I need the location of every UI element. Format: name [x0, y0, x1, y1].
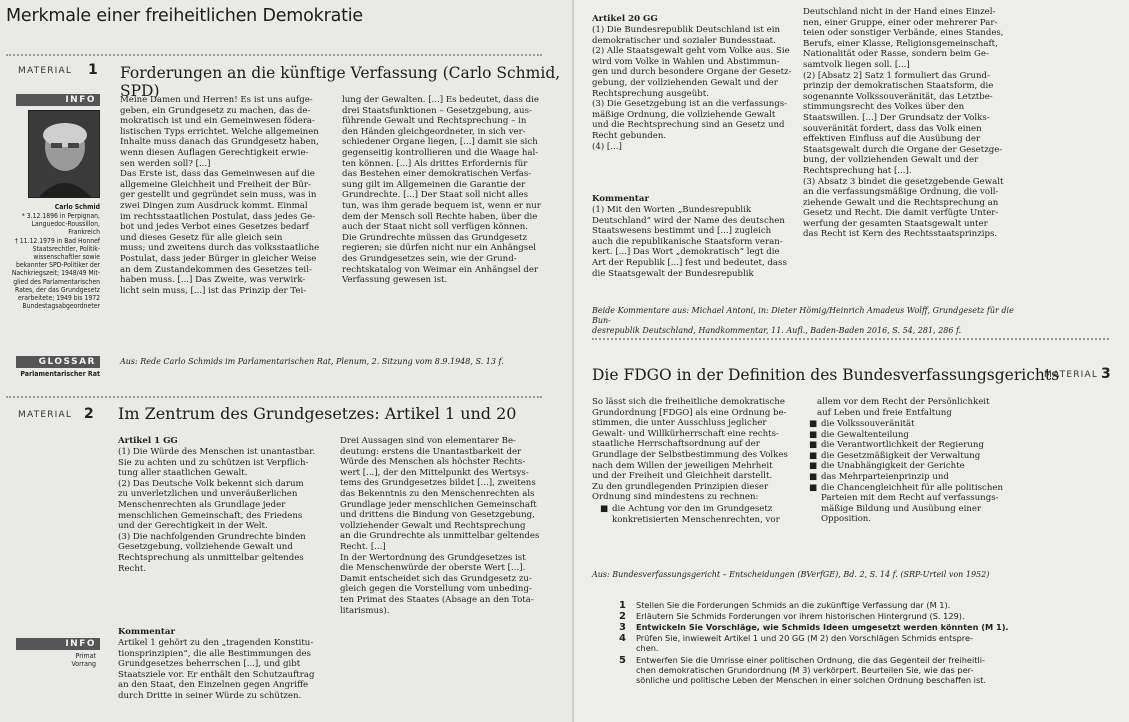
bullet-item: ■ das Mehrparteienprinzip und [809, 471, 949, 482]
material-2-column-2: Drei Aussagen sind von elementarer Be- deutung: erstens die Unantastbarkeit der Würde des Menschen als höchster Rechts- wert [...], der den Mittelpunkt des Wertsys- tems des Grundgesetzes bildet [...], zweitens das Bekenntnis zu den Menschenrechten als Grundlage jeder menschlichen Gemeinschaft und drittens die Bindung von Gesetzgebung, vollziehender Gewalt und Rechtsprechung an die Grundrechte als unmittelbar geltendes Recht. [...] In der Wertordnung des Grundgesetzes ist die Menschenwürde der oberste Wert [...]. Damit entscheidet sich das Grundgesetz zu- gleich gegen die Vorstellung vom unbeding- ten Primat des Staates (Absage an den Tota- litarismus). [340, 436, 540, 616]
bullet-item: ■ die Verantwortlichkeit der Regierung [809, 440, 984, 451]
bullet-item: ■ die Unabhängigkeit der Gerichte [809, 461, 965, 472]
article-20-text: (1) Die Bundesrepublik Deutschland ist ein demokratischer und sozialer Bundesstaat. (2) Alle Staatsgewalt geht vom Volke aus. Sie wird vom Volke in Wahlen und Abstimmun- gen und durch besondere Organe der Gesetz- gebung, der vollziehenden Gewalt und der Rechtsprechung ausgeübt. (3) Die Gesetzgebung ist an die verfassungs- mäßige Ordnung, die vollziehende Gewalt und die Rechtsprechung sind an Gesetz und Recht gebunden. (4) [...] [592, 25, 792, 152]
divider [592, 338, 1109, 340]
material-1-column-1: Meine Damen und Herren! Es ist uns aufge- geben, ein Grundgesetz zu machen, das de- mokratisch ist und ein Gemeinwesen födera- listischen Typs errichtet. Welche allgemeinen Inhalte muss danach das Grundgesetz haben, wenn diesen Auflagen Gerechtigkeit erwie- sen werden soll? [...] Das Erste ist, dass das Gemeinwesen auf die allgemeine Gleichheit und Freiheit der Bür- ger gestellt und gegründet sein muss, was in zwei Dingen zum Ausdruck kommt. Einmal im rechtsstaatlichen Postulat, dass jedes Ge- bot und jedes Verbot eines Gesetzes bedarf und dieses Gesetz für alle gleich sein muss; und zweitens durch das volksstaatliche Postulat, dass jeder Bürger in gleicher Weise an dem Zustandekommen des Gesetzes teil- haben muss. [...] Das Zweite, was verwirk- licht sein muss, [...] ist das Prinzip der Tei- [120, 95, 320, 296]
material-1-source: Aus: Rede Carlo Schmids im Parlamentarischen Rat, Plenum, 2. Sitzung vom 8.9.1948, S. 13 f. [120, 357, 504, 366]
material-2-label: MATERIAL [18, 410, 73, 420]
bullet-item: ■ die Chancengleichheit für alle politischen Parteien mit dem Recht auf verfassungs- mäßige Bildung und Ausübung einer Opposition. [809, 482, 1004, 525]
comment-heading-2: Kommentar [592, 194, 649, 204]
page-title: Merkmale einer freiheitlichen Demokratie [6, 6, 363, 26]
bullet-item: ■ die Gesetzmäßigkeit der Verwaltung [809, 450, 981, 461]
bullet-item: ■ die Volkssouveränität [809, 419, 915, 429]
divider [6, 54, 542, 56]
info-tag-2: INFO [16, 638, 100, 650]
material-3-column-2-intro: allem vor dem Recht der Persönlichkeit auf Leben und freie Entfaltung [817, 397, 990, 418]
task-list [604, 600, 1124, 689]
task-item: 4 Prüfen Sie, inwieweit Artikel 1 und 20 GG (M 2) den Vorschlägen Schmids entspre- chen. [619, 633, 973, 653]
material-2-title: Im Zentrum des Grundgesetzes: Artikel 1 und 20 [118, 404, 517, 423]
material-3-column-1: So lässt sich die freiheitliche demokratische Grundordnung [FDGO] als eine Ordnung be- stimmen, die unter Ausschluss jeglicher Gewalt- und Willkürherrschaft eine rechts- staatliche Herrschaftsordnung auf der Grundlage der Selbstbestimmung des Volkes nach dem Willen der jeweiligen Mehrheit und der Freiheit und Gleichheit darstellt. Zu den grundlegenden Prinzipien dieser Ordnung sind mindestens zu rechnen: [592, 397, 788, 503]
article-1-heading: Artikel 1 GG [118, 436, 178, 446]
portrait-photo [28, 110, 100, 198]
material-1-number: 1 [88, 62, 98, 78]
article-1-text: (1) Die Würde des Menschen ist unantastbar. Sie zu achten und zu schützen ist Verpflich- tung aller staatlichen Gewalt. (2) Das Deutsche Volk bekennt sich darum zu unverletzlichen und unveräußerlichen Menschenrechten als Grundlage jeder menschlichen Gemeinschaft, des Friedens und der Gerechtigkeit in der Welt. (3) Die nachfolgenden Grundrechte binden Gesetzgebung, vollziehende Gewalt und Rechtsprechung als unmittelbar geltendes Recht. [118, 447, 316, 574]
bullet-item: ■ die Gewaltenteilung [809, 429, 909, 440]
material-3-number: 3 [1101, 366, 1111, 382]
material-1-label: MATERIAL [18, 66, 73, 76]
divider [6, 396, 542, 398]
material-1-column-2: lung der Gewalten. [...] Es bedeutet, dass die drei Staatsfunktionen – Gesetzgebung, aus- führende Gewalt und Rechtsprechung – in den Händen gleichgeordneter, in sich ver- schiedener Organe liegen, [...] damit sie sich gegenseitig kontrollieren und die Waage hal- ten können. [...] Als drittes Erfordernis für das Bestehen einer demokratischen Verfas- sung gilt im Allgemeinen die Garantie der Grundrechte. [...] Der Staat soll nicht alles tun, was ihm gerade bequem ist, wenn er nur dem der Mensch soll Rechte haben, über die auch der Staat nicht soll verfügen können. Die Grundrechte müssen das Grundgesetz regieren; sie dürfen nicht nur ein Anhängsel des Grundgesetzes sein, wie der Grund- rechtskatalog von Weimar ein Anhängsel der Verfassung gewesen ist. [342, 95, 541, 286]
portrait-image [29, 111, 100, 198]
right-column-2: Deutschland nicht in der Hand eines Einzel- nen, einer Gruppe, einer oder mehrerer Par- teien oder sonstiger Verbände, eines Standes, Berufs, einer Klasse, Religionsgemeinschaft, Nationalität oder Rasse, sondern beim Ge- samtvolk liegen soll. [...] (2) [Absatz 2] Satz 1 formuliert das Grund- prinzip der demokratischen Staatsform, die sogenannte Volkssouveränität, das Letztbe- stimmungsrecht des Volkes über den Staatswillen. [...] Der Grundsatz der Volks- souveränität fordert, dass das Volk einen effektiven Einfluss auf die Ausübung der Staatsgewalt durch die Organe der Gesetzge- bung, der vollziehenden Gewalt und der Rechtsprechung hat [...]. (3) Absatz 3 bindet die gesetzgebende Gewalt an die verfassungsmäßige Ordnung, die voll- ziehende Gewalt und die Rechtsprechung an Gesetz und Recht. Die damit verfügte Unter- werfung der gesamten Staatsgewalt unter das Recht ist Kern des Rechtsstaatsprinzips. [803, 7, 1004, 240]
comment-heading: Kommentar [118, 627, 175, 637]
info-term-primat: Primat Vorrang [71, 652, 96, 669]
right-page: Artikel 20 GG (1) Die Bundesrepublik Deutschland ist ein demokratischer und sozialer Bundesstaat. (2) Alle Staatsgewalt geht vom Volke aus. Sie wird vom Volke in Wahlen und Abstimmun- gen und durch besondere Organe der Gesetz- gebung, der vollziehenden Gewalt und der Rechtsprechung ausgeübt. (3) Die Gesetzgebung ist an die verfassungs- mäßige Ordnung, die vollziehende Gewalt und die Rechtsprechung sind an Gesetz und Recht gebunden. (4) [...] Kommentar (1) Mit den Worten „Bundesrepublik Deutschland“ wird der Name des deutschen Staatswesens bestimmt und [...] zugleich auch die republikanische Staatsform veran- kert. [...] Das Wort „demokratisch“ legt die Art der Republik [...] fest und bedeutet, dass die Staatsgewalt der Bundesrepublik Deutschland nicht in der Hand eines Einzel- nen, einer Gruppe, einer oder mehrerer Par- teien oder sonstiger Verbände, eines Standes, Berufs, einer Klasse, Religionsgemeinschaft, Nationalität oder Rasse, sondern beim Ge- samtvolk liegen soll. [...] (2) [Absatz 2] Satz 1 formuliert das Grund- prinzip der demokratischen Staatsform, die sogenannte Volkssouveränität, das Letztbe- stimmungsrecht des Volkes über den Staatswillen. [...] Der Grundsatz der Volks- souveränität fordert, dass das Volk einen effektiven Einfluss auf die Ausübung der Staatsgewalt durch die Organe der Gesetzge- bung, der vollziehenden Gewalt und der Rechtsprechung hat [...]. (3) Absatz 3 bindet die gesetzgebende Gewalt an die verfassungsmäßige Ordnung, die voll- ziehende Gewalt und die Rechtsprechung an Gesetz und Recht. Die damit verfügte Unter- werfung der gesamten Staatsgewalt unter das Recht ist Kern des Rechtsstaatsprinzips. Beide Kommentare aus: Michael Antoni, in: Dieter Hömig/Heinrich Amadeus Wolff, Grundgesetz für die Bun- desrepublik Deutschland, Handkommentar, 11. Aufl., Baden-Baden 2016, S. 54, 281, 286 f. Die FDGO in der Definition des Bundesverfassungsgerichts MATERIAL 3 So lässt sich die freiheitliche demokratische Grundordnung [FDGO] als eine Ordnung be- stimmen, die unter Ausschluss jeglicher Gewalt- und Willkürherrschaft eine rechts- staatliche Herrschaftsordnung auf der Grundlage der Selbstbestimmung des Volkes nach dem Willen der jeweiligen Mehrheit und der Freiheit und Gleichheit darstellt. Zu den grundlegenden Prinzipien dieser Ordnung sind mindestens zu rechnen: ■ die Achtung vor den im Grundgesetz konkretisierten Menschenrechten, vor allem vor dem Recht der Persönlichkeit auf Leben und freie Entfaltung ■ die Volkssouveränität ■ die Gewaltenteilung ■ die Verantwortlichkeit der Regierung ■ die Gesetzmäßigkeit der Verwaltung ■ die Unabhängigkeit der Gerichte ■ das Mehrparteienprinzip und ■ die Chancengleichheit für alle politischen Parteien mit dem Recht auf verfassungs- mäßige Bildung und Ausübung einer Opposition. Aus: Bundesverfassungsgericht – Entscheidungen (BVerfGE), Bd. 2, S. 14 f. (SRP-Urteil von 1952) 1 Stellen Sie die Forderungen Schmids an die zukünftige Verfassung dar (M 1). 2 Erläutern Sie Schmids Forderungen vor ihrem historischen Hintergrund (S. 129). 3 Entwickeln Sie Vorschläge, wie Schmids Ideen umgesetzt werden könnten (M 1). 4 Prüfen Sie, inwieweit Artikel 1 und 20 GG (M 2) den Vorschlägen Schmids entspre- chen. 5 Entwerfen Sie die Umrisse einer politischen Ordnung, die das Gegenteil der freiheitli- chen demokratischen Grundordnung (M 3) verkörpert. Beurteilen Sie, wie das per- sönliche und politische Leben der Menschen in einer solchen Ordnung beschaffen ist. [574, 0, 1129, 722]
comment-text-2: (1) Mit den Worten „Bundesrepublik Deutschland“ wird der Name des deutschen Staatswesens bestimmt und [...] zugleich auch die republikanische Staatsform veran- kert. [...] Das Wort „demokratisch“ legt die Art der Republik [...] fest und bedeutet, dass die Staatsgewalt der Bundesrepublik [592, 205, 787, 279]
bio-name: Carlo Schmid [54, 203, 100, 211]
glossar-term: Parlamentarischer Rat [20, 370, 100, 378]
task-item: 2 Erläutern Sie Schmids Forderungen vor ihrem historischen Hintergrund (S. 129). [619, 611, 965, 622]
material-1-title: Forderungen an die künftige Verfassung (Carlo Schmid, SPD) [120, 64, 561, 100]
task-item: 3 Entwickeln Sie Vorschläge, wie Schmids Ideen umgesetzt werden könnten (M 1). [619, 622, 1009, 633]
material-2-number: 2 [84, 406, 94, 422]
material-3-title: Die FDGO in der Definition des Bundesverfassungsgerichts [592, 366, 1060, 384]
bio-text: * 3.12.1896 in Perpignan, Languedoc-Roussillon, Frankreich † 11.12.1979 in Bad Honnef Staatsrechtler, Politik- wissenschaftler sowie bekannter SPD-Politiker der Nachkriegszeit; 1948/49 Mit- glied des Parlamentarischen Rates, der das Grundgesetz erarbeitete; 1949 bis 1972 Bundestagsabgeordneter [11, 212, 100, 311]
comment-text: Artikel 1 gehört zu den „tragenden Konstitu- tionsprinzipien“, die alle Bestimmungen des Grundgesetzes beherrschen [...], und gibt Staatsziele vor. Er enthält den Schutzauftrag an den Staat, den Einzelnen gegen Angriffe durch Dritte in seiner Würde zu schützen. [118, 638, 315, 701]
material-3-source: Aus: Bundesverfassungsgericht – Entscheidungen (BVerfGE), Bd. 2, S. 14 f. (SRP-Urteil von 1952) [592, 570, 990, 579]
task-item: 5 Entwerfen Sie die Umrisse einer politischen Ordnung, die das Gegenteil der freiheitli- chen demokratischen Grundordnung (M 3) verkörpert. Beurteilen Sie, wie das per- sönliche und politische Leben der Menschen in einer solchen Ordnung beschaffen ist. [619, 655, 987, 685]
info-tag: INFO [16, 94, 100, 106]
material-3-label: MATERIAL [1044, 370, 1099, 380]
glossar-tag: GLOSSAR [16, 356, 100, 368]
article-20-heading: Artikel 20 GG [592, 14, 658, 24]
commentary-source: Beide Kommentare aus: Michael Antoni, in: Dieter Hömig/Heinrich Amadeus Wolff, Grundgesetz für die Bun- desrepublik Deutschland, Handkommentar, 11. Aufl., Baden-Baden 2016, S. 54, 281, 286 f. [592, 306, 1014, 335]
bullet-first-text: die Achtung vor den im Grundgesetz konkretisierten Menschenrechten, vor [612, 504, 780, 525]
bullet-list [809, 419, 1039, 525]
task-item: 1 Stellen Sie die Forderungen Schmids an die zukünftige Verfassung dar (M 1). [619, 600, 951, 611]
